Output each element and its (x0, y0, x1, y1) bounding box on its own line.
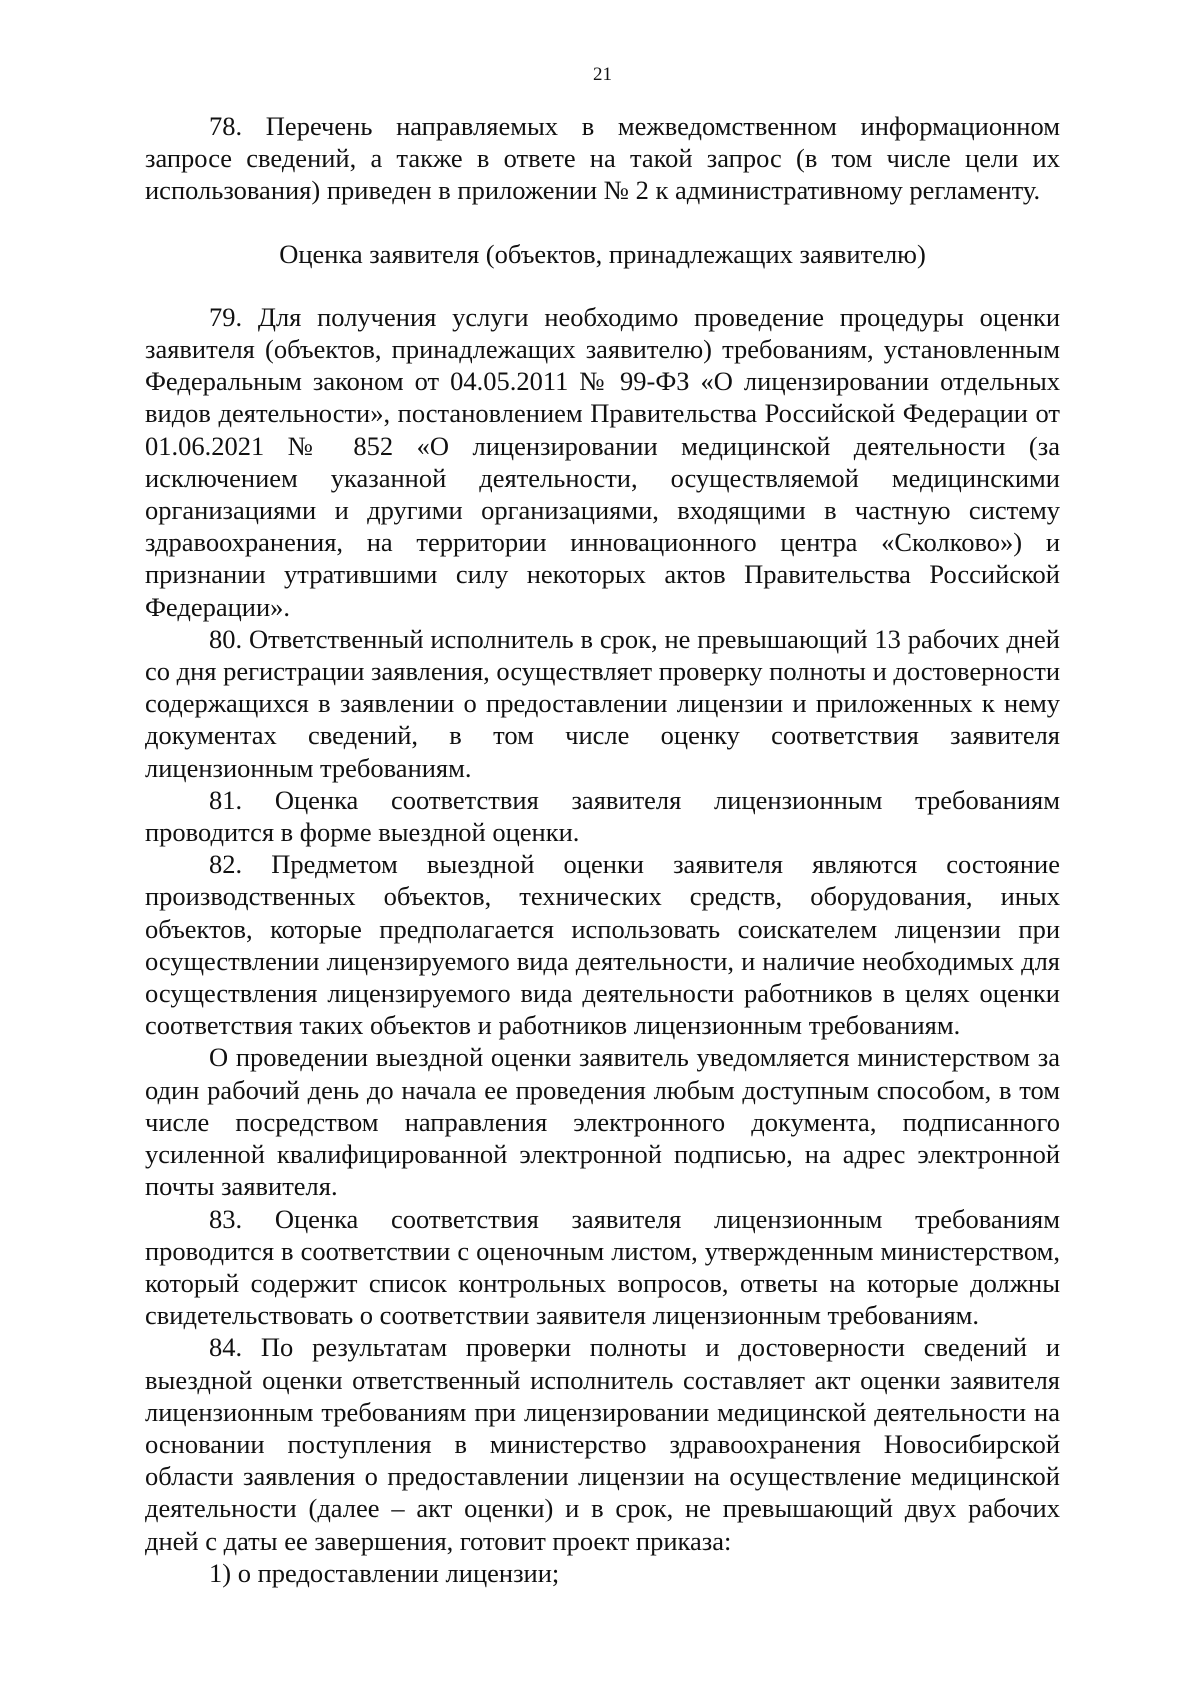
paragraph-82-notice: О проведении выездной оценки заявитель уведомляется министерством за один рабочий день до начала ее проведения любым доступным способом, в том числе посредством направления электронного документа, подписанного усиленной квалифицированной электронной подписью, на адрес электронной почты заявителя. (145, 1042, 1060, 1202)
paragraph-78: 78. Перечень направляемых в межведомственном информационном запросе сведений, а также в ответе на такой запрос (в том числе цели их использования) приведен в приложении № 2 к административному регламенту. (145, 111, 1060, 206)
document-page (145, 0, 1060, 1697)
list-item-1: 1) о предоставлении лицензии; (209, 1557, 560, 1588)
section-heading: Оценка заявителя (объектов, принадлежащих заявителю) (279, 238, 926, 269)
paragraph-79: 79. Для получения услуги необходимо проведение процедуры оценки заявителя (объектов, принадлежащих заявителю) требованиям, установленным Федеральным законом от 04.05.2011 № 99-ФЗ «О лицензировании отдельных видов деятельности», постановлением Правительства Российской Федерации от 01.06.2021 № 852 «О лицензировании медицинской деятельности (за исключением указанной деятельности, осуществляемой медицинскими организациями и другими организациями, входящими в частную систему здравоохранения, на территории инновационного центра «Сколково») и признании утратившими силу некоторых актов Правительства Российской Федерации». (145, 301, 1060, 622)
document-body (145, 110, 1060, 1589)
paragraph-82: 82. Предметом выездной оценки заявителя являются состояние производственных объектов, технических средств, оборудования, иных объектов, которые предполагается использовать соискателем лицензии при осуществлении лицензируемого вида деятельности, и наличие необходимых для осуществления лицензируемого вида деятельности работников в целях оценки соответствия таких объектов и работников лицензионным требованиям. (145, 849, 1060, 1041)
paragraph-80: 80. Ответственный исполнитель в срок, не превышающий 13 рабочих дней со дня регистрации заявления, осуществляет проверку полноты и достоверности содержащихся в заявлении о предоставлении лицензии и приложенных к нему документах сведений, в том числе оценку соответствия заявителя лицензионным требованиям. (145, 623, 1060, 783)
paragraph-81: 81. Оценка соответствия заявителя лицензионным требованиям проводится в форме выездной оценки. (145, 784, 1060, 848)
page-number: 21 (593, 64, 612, 85)
paragraph-84: 84. По результатам проверки полноты и достоверности сведений и выездной оценки ответственный исполнитель составляет акт оценки заявителя лицензионным требованиям при лицензировании медицинской деятельности на основании поступления в министерство здравоохранения Новосибирской области заявления о предоставлении лицензии на осуществление медицинской деятельности (далее – акт оценки) и в срок, не превышающий двух рабочих дней с даты ее завершения, готовит проект приказа: (145, 1332, 1060, 1556)
paragraph-83: 83. Оценка соответствия заявителя лицензионным требованиям проводится в соответствии с оценочным листом, утвержденным министерством, который содержит список контрольных вопросов, ответы на которые должны свидетельствовать о соответствии заявителя лицензионным требованиям. (145, 1203, 1060, 1331)
